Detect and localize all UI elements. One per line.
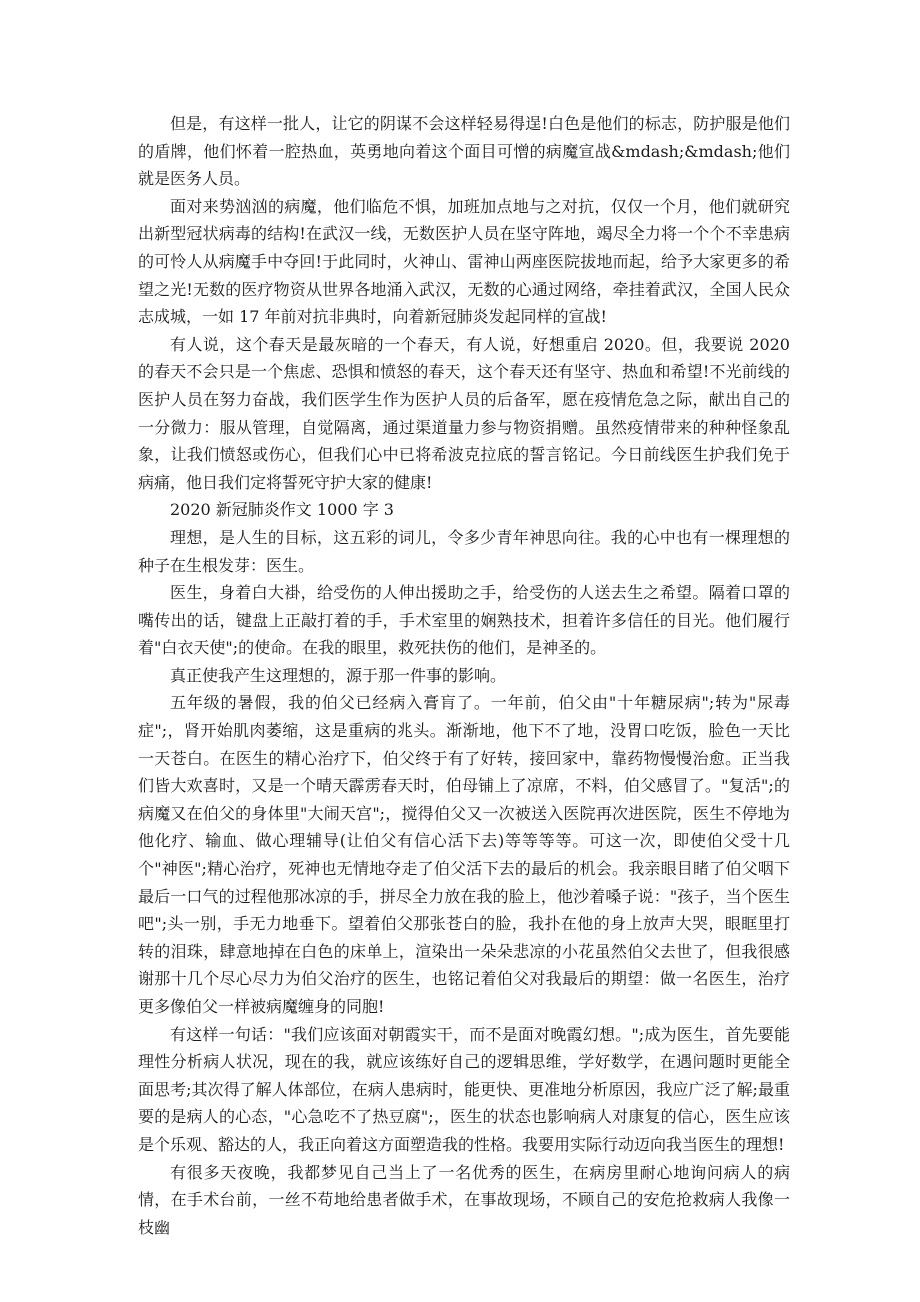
paragraph-spring-2020: 有人说，这个春天是最灰暗的一个春天，有人说，好想重启 2020。但，我要说 2020 的春天不会只是一个焦虑、恐惧和愤怒的春天，这个春天还有坚守、热血和希望!不光前线的医护人员在努力奋战，我们医学生作为医护人员的后备军，愿在疫情危急之际，献出自己的一分微力：服从管理，自觉隔离，通过渠道量力参与物资捐赠。虽然疫情带来的种种怪象乱象，让我们愤怒或伤心，但我们心中已将希波克拉底的誓言铭记。今日前线医生护我们免于病痛，他日我们定将誓死守护大家的健康! <box>138 334 790 492</box>
essay-title: 2020 新冠肺炎作文 1000 字 3 <box>170 500 394 520</box>
paragraph-doctor-description: 医生，身着白大褂，给受伤的人伸出援助之手，给受伤的人送去生之希望。隔着口罩的嘴传出的话，键盘上正敲打着的手，手术室里的娴熟技术，担着许多信任的目光。他们履行着"白衣天使";的使命。在我的眼里，救死扶伤的他们，是神圣的。 <box>138 583 790 658</box>
paragraph-fighting-virus: 面对来势汹汹的病魔，他们临危不惧，加班加点地与之对抗，仅仅一个月，他们就研究出新型冠状病毒的结构!在武汉一线，无数医护人员在坚守阵地，竭尽全力将一个个不幸患病的可怜人从病魔手中夺回!于此同时，火神山、雷神山两座医院拔地而起，给予大家更多的希望之光!无数的医疗物资从世界各地涌入武汉，无数的心通过网络，牵挂着武汉，全国人民众志成城，一如 17 年前对抗非典时，向着新冠肺炎发起同样的宣战! <box>138 196 790 327</box>
paragraph-saying: 有这样一句话："我们应该面对朝霞实干，而不是面对晚霞幻想。";成为医生，首先要能理性分析病人状况，现在的我，就应该练好自己的逻辑思维，学好数学，在遇问题时更能全面思考;其次得了解人体部位，在病人患病时，能更快、更准地分析原因，我应广泛了解;最重要的是病人的心态，"心急吃不了热豆腐";，医生的状态也影响病人对康复的信心，医生应该是个乐观、豁达的人，我正向着这方面塑造我的性格。我要用实际行动迈向我当医生的理想! <box>138 1024 790 1154</box>
paragraph-dream: 有很多天夜晚，我都梦见自己当上了一名优秀的医生，在病房里耐心地询问病人的病情，在手术台前，一丝不苟地给患者做手术，在事故现场，不顾自己的安危抢救病人我像一枝幽 <box>138 1162 790 1237</box>
paragraph-origin: 真正使我产生这理想的，源于那一件事的影响。 <box>170 665 507 685</box>
document-body <box>138 110 790 1241</box>
paragraph-medical-workers: 但是，有这样一批人，让它的阴谋不会这样轻易得逞!白色是他们的标志，防护服是他们的盾牌，他们怀着一腔热血，英勇地向着这个面目可憎的病魔宣战&mdash;&mdash;他们就是医务人员。 <box>138 114 790 189</box>
paragraph-ideal: 理想，是人生的目标，这五彩的词儿，令多少青年神思向往。我的心中也有一棵理想的种子在生根发芽：医生。 <box>138 527 790 575</box>
paragraph-uncle-story: 五年级的暑假，我的伯父已经病入膏肓了。一年前，伯父由"十年糖尿病";转为"尿毒症";，肾开始肌肉萎缩，这是重病的兆头。渐渐地，他下不了地，没胃口吃饭，脸色一天比一天苍白。在医生的精心治疗下，伯父终于有了好转，接回家中，靠药物慢慢治愈。正当我们皆大欢喜时，又是一个晴天霹雳春天时，伯母铺上了凉席，不料，伯父感冒了。"复活";的病魔又在伯父的身体里"大闹天宫";，搅得伯父又一次被送入医院再次进医院，医生不停地为他化疗、输血、做心理辅导(让伯父有信心活下去)等等等等。可这一次，即使伯父受十几个"神医";精心治疗，死神也无情地夺走了伯父活下去的最后的机会。我亲眼目睹了伯父咽下最后一口气的过程他那冰凉的手，拼尽全力放在我的脸上，他沙着嗓子说："孩子，当个医生吧";头一别，手无力地垂下。望着伯父那张苍白的脸，我扑在他的身上放声大哭，眼眶里打转的泪珠，肆意地掉在白色的床单上，渲染出一朵朵悲凉的小花虽然伯父去世了，但我很感谢那十几个尽心尽力为伯父治疗的医生，也铭记着伯父对我最后的期望：做一名医生，治疗更多像伯父一样被病魔缠身的同胞! <box>138 693 790 1016</box>
